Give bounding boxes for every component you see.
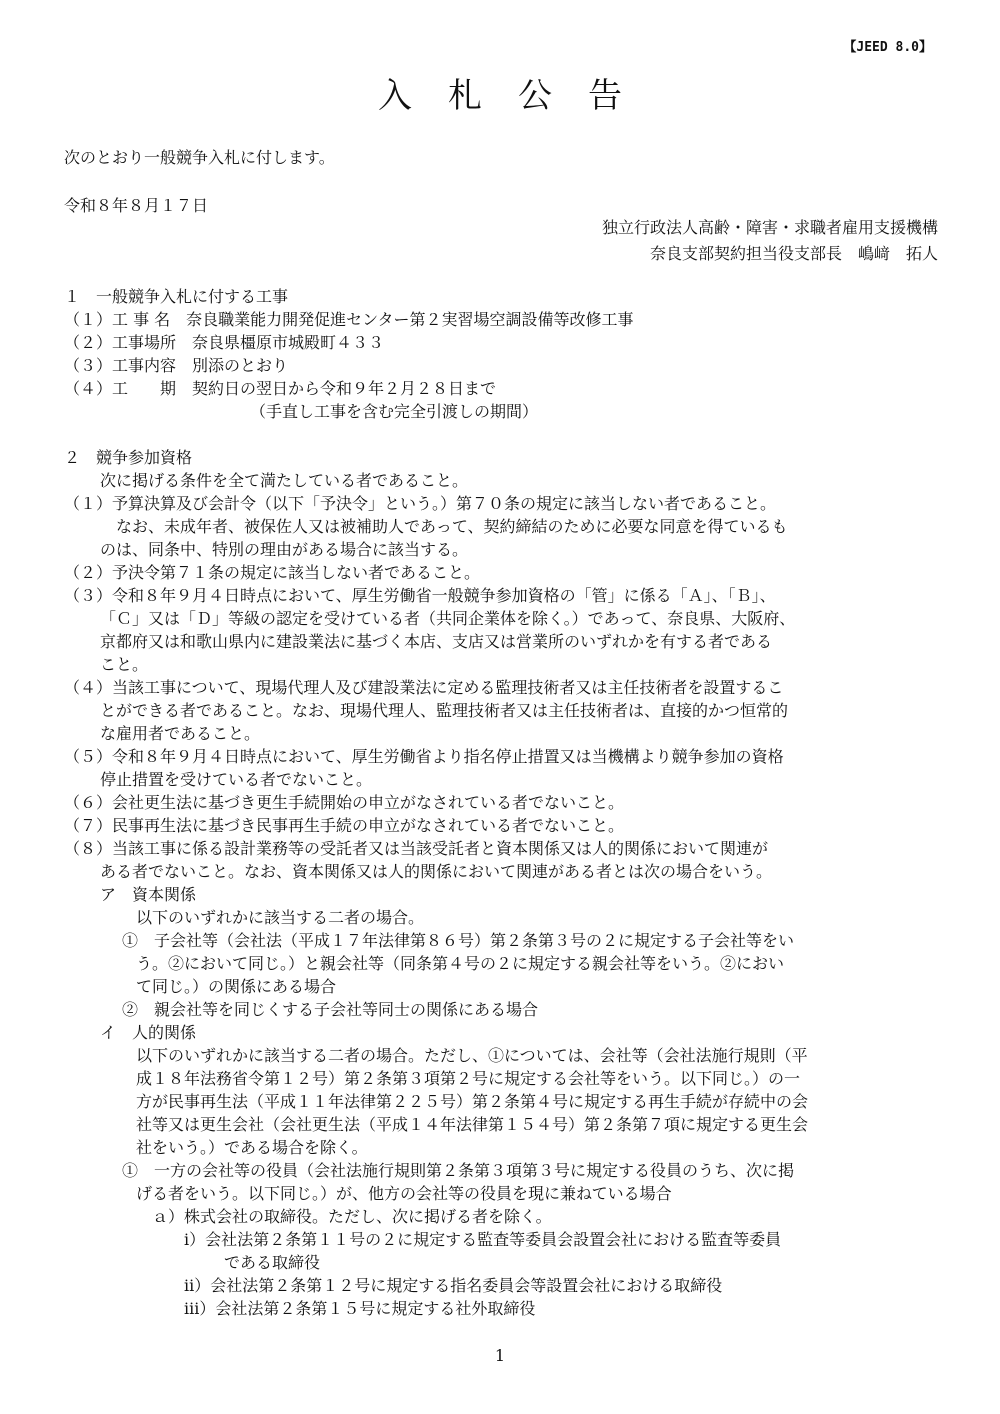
- page-title: [0, 68, 1000, 117]
- clause-line: ① 子会社等（会社法（平成１７年法律第８６号）第２条第３号の２に規定する子会社等をい: [122, 931, 795, 950]
- subsection-heading: ア 資本関係: [100, 885, 197, 904]
- clause-line: て同じ。）の関係にある場合: [136, 977, 337, 996]
- clause-line: （７）民事再生法に基づき民事再生手続の申立がなされている者でないこと。: [64, 816, 625, 835]
- clause-line: なお、未成年者、被保佐人又は被補助人であって、契約締結のために必要な同意を得ているも: [116, 517, 788, 536]
- clause-line: （３）令和８年９月４日時点において、厚生労働省一般競争参加資格の「管」に係る「Ａ」、「Ｂ」、: [64, 586, 776, 605]
- clause-line: 方が民事再生法（平成１１年法律第２２５号）第２条第４号に規定する再生手続が存続中の会: [136, 1092, 809, 1111]
- clause-line: （１）予算決算及び会計令（以下「予決令」という。）第７０条の規定に該当しない者であること。: [64, 494, 777, 513]
- clause-line: な雇用者であること。: [100, 724, 261, 743]
- clause-line: 以下のいずれかに該当する二者の場合。ただし、①については、会社等（会社法施行規則（平: [136, 1046, 808, 1065]
- clause-line: げる者をいう。以下同じ。）が、他方の会社等の役員を現に兼ねている場合: [136, 1184, 672, 1203]
- document-code: 【JEED 8.0】: [843, 40, 932, 55]
- clause-line: （４）当該工事について、現場代理人及び建設業法に定める監理技術者又は主任技術者を設置するこ: [64, 678, 784, 697]
- clause-line: 「Ｃ」又は「Ｄ」等級の認定を受けている者（共同企業体を除く。）であって、奈良県、大阪府、: [100, 609, 796, 628]
- issuer-block: [602, 215, 938, 267]
- clause-line: 社等又は更生会社（会社更生法（平成１４年法律第１５４号）第２条第７項に規定する更生会: [136, 1115, 809, 1134]
- clause-line: である取締役: [224, 1253, 321, 1272]
- notice-date: 令和８年８月１７日: [64, 196, 209, 215]
- clause-line: （５）令和８年９月４日時点において、厚生労働省より指名停止措置又は当機構より競争参加の資格: [64, 747, 784, 766]
- period-note: （手直し工事を含む完全引渡しの期間）: [250, 402, 539, 421]
- clause-line: う。②において同じ。）と親会社等（同条第４号の２に規定する親会社等をいう。②におい: [136, 954, 785, 973]
- clause-line: （８）当該工事に係る設計業務等の受託者又は当該受託者と資本関係又は人的関係において関連が: [64, 839, 769, 858]
- page-number: 1: [494, 1346, 506, 1365]
- clause-line: 成１８年法務省令第１２号）第２条第３項第２号に規定する会社等をいう。以下同じ。）の一: [136, 1069, 801, 1088]
- clause-line: ⅲ）会社法第２条第１５号に規定する社外取締役: [184, 1299, 536, 1318]
- section1-item: （４）工 期 契約日の翌日から令和９年２月２８日まで: [64, 379, 497, 398]
- clause-line: ａ）株式会社の取締役。ただし、次に掲げる者を除く。: [152, 1207, 552, 1226]
- section1-item: （３）工事内容 別添のとおり: [64, 356, 289, 375]
- intro-text: 次のとおり一般競争入札に付します。: [64, 148, 335, 167]
- clause-line: 停止措置を受けている者でないこと。: [100, 770, 373, 789]
- subsection-heading: イ 人的関係: [100, 1023, 197, 1042]
- clause-line: ② 親会社等を同じくする子会社等同士の関係にある場合: [122, 1000, 539, 1019]
- title-char: 告: [588, 76, 622, 116]
- clause-line: ある者でないこと。なお、資本関係又は人的関係において関連がある者とは次の場合をいう。: [100, 862, 773, 881]
- issuer-organization: 独立行政法人高齢・障害・求職者雇用支援機構: [601, 218, 938, 237]
- clause-line: ⅱ）会社法第２条第１２号に規定する指名委員会等設置会社における取締役: [184, 1276, 723, 1295]
- title-char: 公: [518, 76, 552, 116]
- clause-line: 京都府又は和歌山県内に建設業法に基づく本店、支店又は営業所のいずれかを有する者である: [100, 632, 773, 651]
- title-char: 入: [378, 76, 412, 116]
- clause-line: こと。: [100, 655, 149, 674]
- clause-line: とができる者であること。なお、現場代理人、監理技術者又は主任技術者は、直接的かつ恒常的: [100, 701, 789, 720]
- clause-line: ① 一方の会社等の役員（会社法施行規則第２条第３項第３号に規定する役員のうち、次に掲: [122, 1161, 795, 1180]
- notice-body: [64, 285, 944, 1320]
- section1-item: （１）工 事 名 奈良職業能力開発促進センター第２実習場空調設備等改修工事: [64, 310, 634, 329]
- clause-line: （６）会社更生法に基づき更生手続開始の申立がなされている者でないこと。: [64, 793, 625, 812]
- clause-line: （２）予決令第７１条の規定に該当しない者であること。: [64, 563, 481, 582]
- section1-item: （２）工事場所 奈良県橿原市城殿町４３３: [64, 333, 385, 352]
- section-heading: １ 一般競争入札に付する工事: [64, 287, 289, 306]
- clause-line: のは、同条中、特別の理由がある場合に該当する。: [100, 540, 469, 559]
- clause-line: 社をいう。）である場合を除く。: [136, 1138, 368, 1157]
- title-char: 札: [448, 76, 482, 116]
- issuer-officer: 奈良支部契約担当役支部長 嶋﨑 拓人: [649, 244, 938, 263]
- clause-line: ⅰ）会社法第２条第１１号の２に規定する監査等委員会設置会社における監査等委員: [184, 1230, 782, 1249]
- clause-line: 以下のいずれかに該当する二者の場合。: [136, 908, 425, 927]
- section2-lead: 次に掲げる条件を全て満たしている者であること。: [100, 471, 469, 490]
- section-heading: ２ 競争参加資格: [64, 448, 193, 467]
